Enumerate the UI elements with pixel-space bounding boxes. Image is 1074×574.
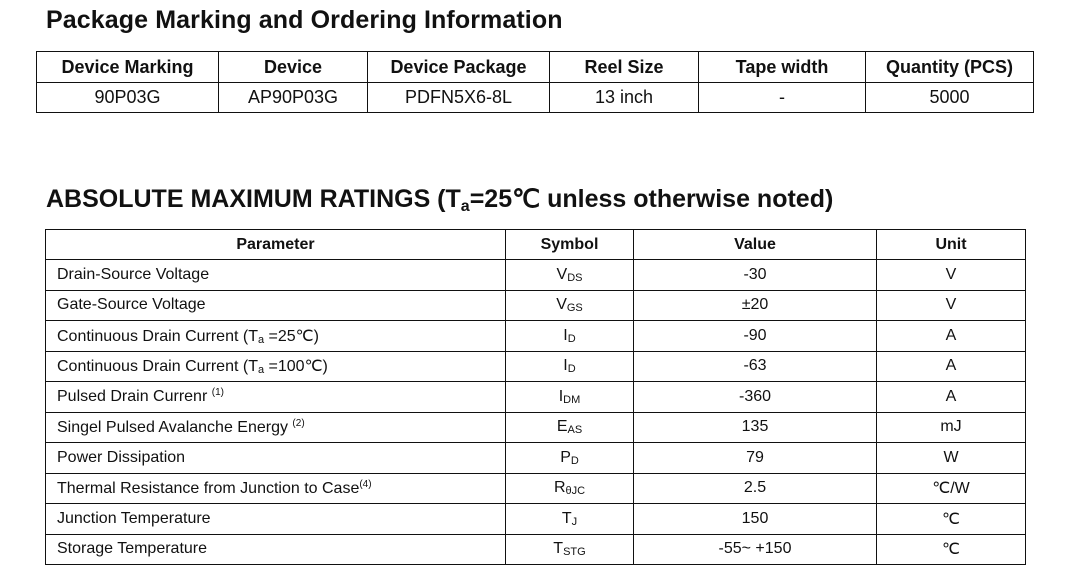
symbol-subscript: θJC xyxy=(565,485,586,498)
symbol-cell xyxy=(506,504,634,535)
parameter-cell xyxy=(46,534,506,565)
value-cell: -55~ +150 xyxy=(634,534,877,565)
cell-reel-size: 13 inch xyxy=(550,83,699,113)
cell-device: AP90P03G xyxy=(219,83,368,113)
header-device-marking: Device Marking xyxy=(37,52,219,83)
ordering-header-row xyxy=(37,52,1034,83)
symbol-cell xyxy=(506,443,634,474)
parameter-text: Junction Temperature xyxy=(57,509,211,527)
ratings-header-row xyxy=(46,230,1026,260)
unit-cell: ℃/W xyxy=(877,473,1026,504)
symbol-letter: P xyxy=(560,448,571,466)
unit-cell: V xyxy=(877,290,1026,321)
parameter-cell xyxy=(46,260,506,291)
value-cell: -90 xyxy=(634,321,877,352)
ratings-title xyxy=(46,184,833,216)
symbol-letter: T xyxy=(553,540,564,558)
value-cell: -360 xyxy=(634,382,877,413)
table-row xyxy=(46,504,1026,535)
parameter-cell xyxy=(46,321,506,352)
symbol-cell xyxy=(506,412,634,443)
symbol-letter: I xyxy=(563,326,568,344)
symbol-letter: R xyxy=(553,479,566,497)
ratings-title-sub: a xyxy=(460,198,470,215)
symbol-subscript: GS xyxy=(566,302,583,315)
table-row xyxy=(46,351,1026,382)
unit-cell: ℃ xyxy=(877,504,1026,535)
footnote-ref: (4) xyxy=(359,478,372,490)
unit-cell: V xyxy=(877,260,1026,291)
table-row xyxy=(46,321,1026,352)
symbol-cell xyxy=(506,290,634,321)
unit-cell: A xyxy=(877,321,1026,352)
cell-quantity: 5000 xyxy=(866,83,1034,113)
symbol-cell xyxy=(506,260,634,291)
symbol-letter: E xyxy=(556,418,568,436)
table-row xyxy=(46,473,1026,504)
value-cell: 150 xyxy=(634,504,877,535)
table-row xyxy=(46,412,1026,443)
symbol-letter: T xyxy=(561,509,572,527)
symbol-subscript: DS xyxy=(567,271,583,284)
symbol-subscript: J xyxy=(571,515,578,528)
value-cell: ±20 xyxy=(634,290,877,321)
table-row xyxy=(46,443,1026,474)
parameter-cell xyxy=(46,382,506,413)
footnote-ref: (2) xyxy=(292,417,305,429)
unit-cell: A xyxy=(877,351,1026,382)
symbol-subscript: D xyxy=(567,332,576,345)
ordering-data-row xyxy=(37,83,1034,113)
symbol-subscript: AS xyxy=(567,424,583,437)
unit-cell: A xyxy=(877,382,1026,413)
ratings-table xyxy=(45,229,1026,565)
value-cell: -63 xyxy=(634,351,877,382)
parameter-text-suffix: =100℃) xyxy=(264,358,328,376)
symbol-cell xyxy=(506,534,634,565)
unit-cell: W xyxy=(877,443,1026,474)
table-row xyxy=(46,260,1026,291)
parameter-cell xyxy=(46,473,506,504)
value-cell: -30 xyxy=(634,260,877,291)
parameter-cell xyxy=(46,290,506,321)
value-cell: 135 xyxy=(634,412,877,443)
symbol-subscript: D xyxy=(570,454,579,467)
symbol-subscript: D xyxy=(567,363,576,376)
footnote-ref: (1) xyxy=(211,387,224,399)
header-symbol: Symbol xyxy=(506,230,634,260)
unit-cell: mJ xyxy=(877,412,1026,443)
cell-device-package: PDFN5X6-8L xyxy=(368,83,550,113)
header-device: Device xyxy=(219,52,368,83)
table-row xyxy=(46,290,1026,321)
parameter-subscript: a xyxy=(257,364,265,377)
parameter-text: Continuous Drain Current (T xyxy=(57,358,258,376)
symbol-letter: I xyxy=(563,357,568,375)
header-parameter: Parameter xyxy=(46,230,506,260)
parameter-subscript: a xyxy=(257,333,265,346)
ordering-title: Package Marking and Ordering Information xyxy=(46,6,563,34)
header-reel-size: Reel Size xyxy=(550,52,699,83)
parameter-text: Gate-Source Voltage xyxy=(57,296,206,314)
parameter-cell xyxy=(46,443,506,474)
header-value: Value xyxy=(634,230,877,260)
parameter-cell xyxy=(46,351,506,382)
parameter-text: Power Dissipation xyxy=(57,448,186,466)
parameter-text: Thermal Resistance from Junction to Case xyxy=(57,479,360,497)
symbol-letter: V xyxy=(556,296,567,314)
value-cell: 2.5 xyxy=(634,473,877,504)
symbol-cell xyxy=(506,382,634,413)
symbol-subscript: DM xyxy=(563,393,581,406)
parameter-text: Continuous Drain Current (T xyxy=(57,327,258,345)
table-row xyxy=(46,382,1026,413)
parameter-cell xyxy=(46,504,506,535)
symbol-cell xyxy=(506,321,634,352)
cell-tape-width: - xyxy=(699,83,866,113)
ratings-title-suffix: =25℃ unless otherwise noted) xyxy=(469,185,834,213)
parameter-text: Pulsed Drain Currenr xyxy=(57,388,212,406)
header-device-package: Device Package xyxy=(368,52,550,83)
header-quantity: Quantity (PCS) xyxy=(866,52,1034,83)
header-tape-width: Tape width xyxy=(699,52,866,83)
ordering-table xyxy=(36,51,1034,113)
parameter-cell xyxy=(46,412,506,443)
symbol-cell xyxy=(506,473,634,504)
parameter-text: Singel Pulsed Avalanche Energy xyxy=(57,418,293,436)
symbol-letter: V xyxy=(556,265,568,283)
parameter-text-suffix: =25℃) xyxy=(264,327,319,345)
parameter-text: Drain-Source Voltage xyxy=(57,265,210,283)
ratings-title-prefix: ABSOLUTE MAXIMUM RATINGS (T xyxy=(46,185,461,213)
header-unit: Unit xyxy=(877,230,1026,260)
symbol-subscript: STG xyxy=(563,546,586,559)
symbol-cell xyxy=(506,351,634,382)
table-row xyxy=(46,534,1026,565)
unit-cell: ℃ xyxy=(877,534,1026,565)
symbol-letter: I xyxy=(558,387,564,405)
value-cell: 79 xyxy=(634,443,877,474)
cell-device-marking: 90P03G xyxy=(37,83,219,113)
parameter-text: Storage Temperature xyxy=(57,540,208,558)
